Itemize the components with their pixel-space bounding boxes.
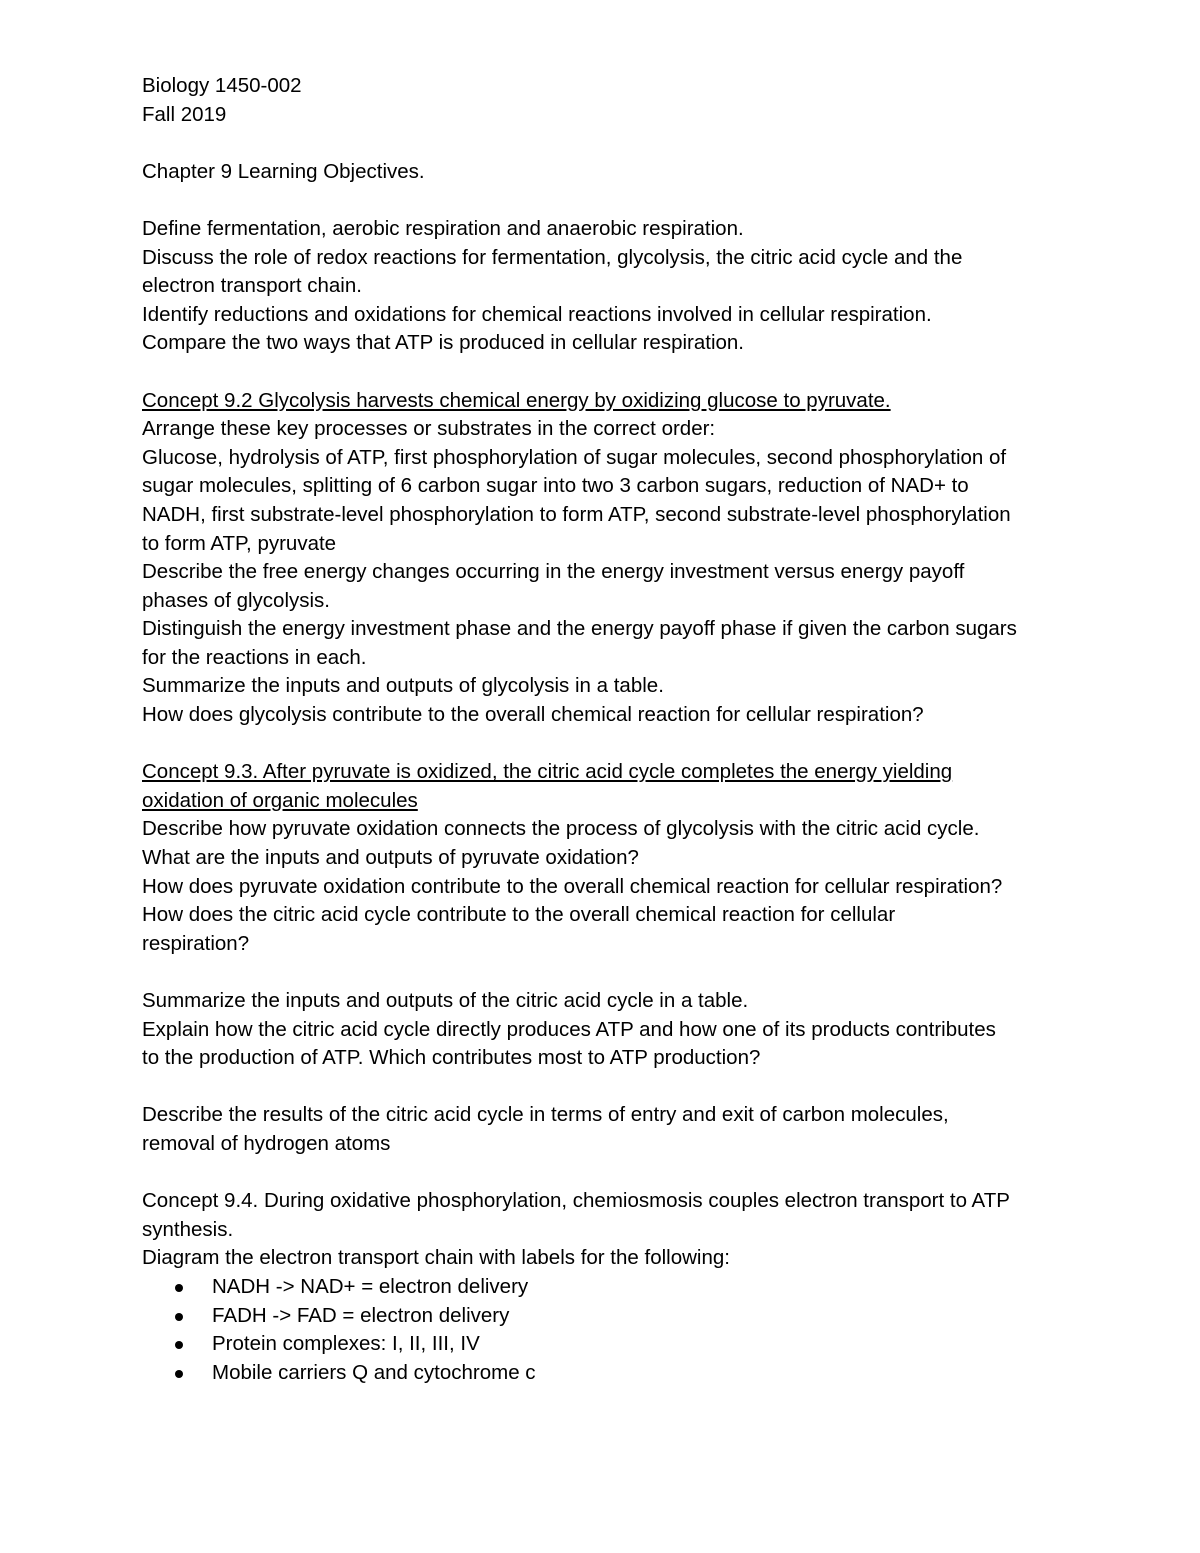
- course-title: Biology 1450-002: [142, 74, 302, 97]
- intro-line: Compare the two ways that ATP is produced in cellular respiration.: [142, 331, 745, 355]
- blank-line: [142, 358, 1082, 387]
- concept-9-3-line: Summarize the inputs and outputs of the citric acid cycle in a table.: [142, 989, 749, 1012]
- concept-9-2-line: phases of glycolysis.: [142, 588, 331, 612]
- concept-9-2-heading: Concept 9.2 Glycolysis harvests chemical energy by oxidizing glucose to pyruvate.: [142, 388, 891, 412]
- intro-line: Identify reductions and oxidations for chemical reactions involved in cellular respiration.: [142, 302, 932, 326]
- concept-9-2-line: for the reactions in each.: [142, 645, 367, 669]
- chapter-title: Chapter 9 Learning Objectives.: [142, 159, 425, 183]
- concept-9-3-line: Describe how pyruvate oxidation connects the process of glycolysis with the citric acid cycle.: [142, 817, 980, 841]
- list-item-text: FADH -> FAD = electron delivery: [212, 1303, 510, 1327]
- concept-9-3-line: Explain how the citric acid cycle directly produces ATP and how one of its products contributes: [142, 1017, 996, 1041]
- blank-line: [142, 186, 1082, 215]
- concept-9-2-line: to form ATP, pyruvate: [142, 531, 337, 555]
- concept-9-3-line: to the production of ATP. Which contributes most to ATP production?: [142, 1046, 761, 1070]
- concept-9-2-line: Summarize the inputs and outputs of glycolysis in a table.: [142, 674, 664, 698]
- list-item: [142, 1330, 1082, 1359]
- concept-9-2-line: How does glycolysis contribute to the overall chemical reaction for cellular respiration?: [142, 703, 924, 727]
- concept-9-3-line: respiration?: [142, 931, 250, 955]
- intro-line: Define fermentation, aerobic respiration and anaerobic respiration.: [142, 216, 744, 240]
- list-item: [142, 1302, 1082, 1331]
- concept-9-3-line: How does pyruvate oxidation contribute to the overall chemical reaction for cellular respiration?: [142, 874, 1003, 898]
- document-page: [142, 72, 1082, 1387]
- concept-9-2-line: Glucose, hydrolysis of ATP, first phosphorylation of sugar molecules, second phosphorylation of: [142, 445, 1007, 469]
- concept-9-4-intro: Diagram the electron transport chain with labels for the following:: [142, 1246, 730, 1270]
- blank-line: [142, 958, 1082, 987]
- concept-9-2-line: Distinguish the energy investment phase and the energy payoff phase if given the carbon sugars: [142, 617, 1017, 641]
- list-item-text: NADH -> NAD+ = electron delivery: [212, 1274, 529, 1298]
- bullet-icon: [175, 1284, 183, 1292]
- concept-9-3-line: How does the citric acid cycle contribute to the overall chemical reaction for cellular: [142, 903, 896, 927]
- concept-9-3-heading-cont: oxidation of organic molecules: [142, 788, 418, 812]
- concept-9-4-heading-cont: synthesis.: [142, 1217, 234, 1241]
- list-item: [142, 1359, 1082, 1388]
- list-item-text: Mobile carriers Q and cytochrome c: [212, 1360, 536, 1384]
- term: Fall 2019: [142, 102, 227, 126]
- concept-9-3-heading: Concept 9.3. After pyruvate is oxidized, the citric acid cycle completes the energy yielding: [142, 760, 953, 784]
- bullet-icon: [175, 1341, 183, 1349]
- concept-9-3-line: Describe the results of the citric acid cycle in terms of entry and exit of carbon molecules,: [142, 1103, 949, 1127]
- intro-line: electron transport chain.: [142, 274, 362, 298]
- blank-line: [142, 1159, 1082, 1188]
- concept-9-2-line: sugar molecules, splitting of 6 carbon sugar into two 3 carbon sugars, reduction of NAD+ to: [142, 474, 969, 498]
- bullet-list: [142, 1273, 1082, 1387]
- list-item: [142, 1273, 1082, 1302]
- concept-9-2-line: NADH, first substrate-level phosphorylation to form ATP, second substrate-level phosphorylation: [142, 502, 1011, 526]
- blank-line: [142, 730, 1082, 759]
- concept-9-2-line: Describe the free energy changes occurring in the energy investment versus energy payoff: [142, 560, 965, 584]
- intro-line: Discuss the role of redox reactions for fermentation, glycolysis, the citric acid cycle and the: [142, 245, 963, 269]
- list-item-text: Protein complexes: I, II, III, IV: [212, 1332, 480, 1356]
- concept-9-3-line: removal of hydrogen atoms: [142, 1131, 391, 1155]
- concept-9-2-line: Arrange these key processes or substrates in the correct order:: [142, 417, 716, 441]
- bullet-icon: [175, 1370, 183, 1378]
- concept-9-4-heading: Concept 9.4. During oxidative phosphorylation, chemiosmosis couples electron transport to ATP: [142, 1189, 1010, 1213]
- blank-line: [142, 129, 1082, 158]
- concept-9-3-line: What are the inputs and outputs of pyruvate oxidation?: [142, 846, 639, 870]
- bullet-icon: [175, 1313, 183, 1321]
- blank-line: [142, 1073, 1082, 1102]
